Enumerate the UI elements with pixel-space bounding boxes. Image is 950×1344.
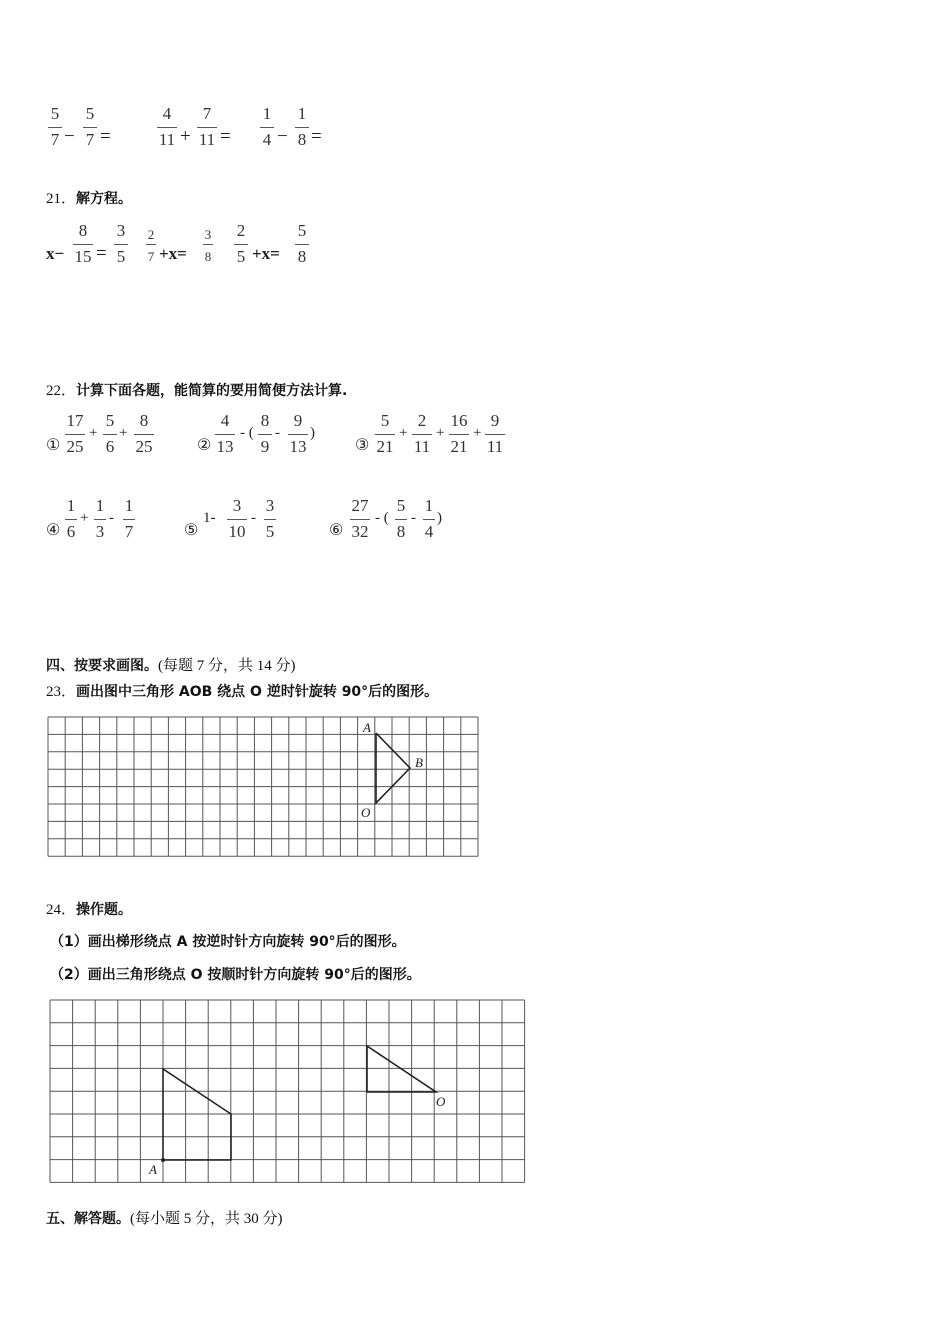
problem-label: ④ (46, 522, 61, 539)
close-paren: ) (437, 510, 442, 526)
point-o-label: O (436, 1094, 446, 1109)
q24-subquestion-1: （1）画出梯形绕点 A 按逆时针方向旋转 90°后的图形。 (50, 934, 406, 950)
plus-sign: + (473, 425, 482, 441)
q23-grid-figure (46, 716, 482, 858)
point-a-dot (161, 1158, 165, 1162)
plus-sign: + (89, 425, 98, 441)
question-23-heading: 23．画出图中三角形 AOB 绕点 O 逆时针旋转 90°后的图形。 (46, 684, 439, 700)
minus-sign: - (411, 510, 416, 526)
problem-label: ① (46, 437, 61, 454)
problem-label: ⑥ (329, 522, 344, 539)
minus-sign: - (251, 510, 256, 526)
plus-sign: + (399, 425, 408, 441)
equals-sign: = (311, 126, 322, 147)
section-4-heading: 四、按要求画图。(每题 7 分，共 14 分) (46, 658, 296, 674)
q24-subquestion-2: （2）画出三角形绕点 O 按顺时针方向旋转 90°后的图形。 (50, 967, 421, 983)
lead-term: 1- (203, 510, 216, 526)
section-5-heading: 五、解答题。(每小题 5 分，共 30 分) (46, 1211, 283, 1227)
plus-sign: + (119, 425, 128, 441)
equals-sign: = (96, 243, 107, 264)
point-a-label: A (363, 720, 371, 735)
problem-label: ② (197, 437, 212, 454)
plus-sign: + (436, 425, 445, 441)
minus-sign: − (277, 126, 288, 147)
equals-sign: = (100, 126, 111, 147)
close-paren: ) (310, 425, 315, 441)
question-22-heading: 22．计算下面各题，能简算的要用简便方法计算. (46, 383, 348, 399)
minus-sign: − (64, 126, 75, 147)
equals-sign: = (220, 126, 231, 147)
triangle (367, 1046, 436, 1092)
triangle-aob (376, 733, 410, 803)
problem-label: ③ (355, 437, 370, 454)
minus-sign: - (109, 510, 114, 526)
plus-sign: + (80, 510, 89, 526)
point-o-label: O (361, 805, 371, 820)
point-a-label: A (149, 1162, 157, 1177)
problem-label: ⑤ (184, 522, 199, 539)
question-24-heading: 24．操作题。 (46, 902, 133, 918)
minus-sign: - (275, 425, 280, 441)
point-b-label: B (415, 755, 423, 770)
equation-plus-x: +x= (252, 244, 280, 263)
equation-x: x− (46, 244, 65, 263)
minus-paren: - ( (240, 425, 254, 441)
equation-plus-x: +x= (159, 244, 187, 263)
plus-sign: + (180, 126, 191, 147)
q24-grid-figure (48, 998, 526, 1184)
minus-paren: - ( (375, 510, 389, 526)
question-21-heading: 21．解方程。 (46, 191, 133, 207)
